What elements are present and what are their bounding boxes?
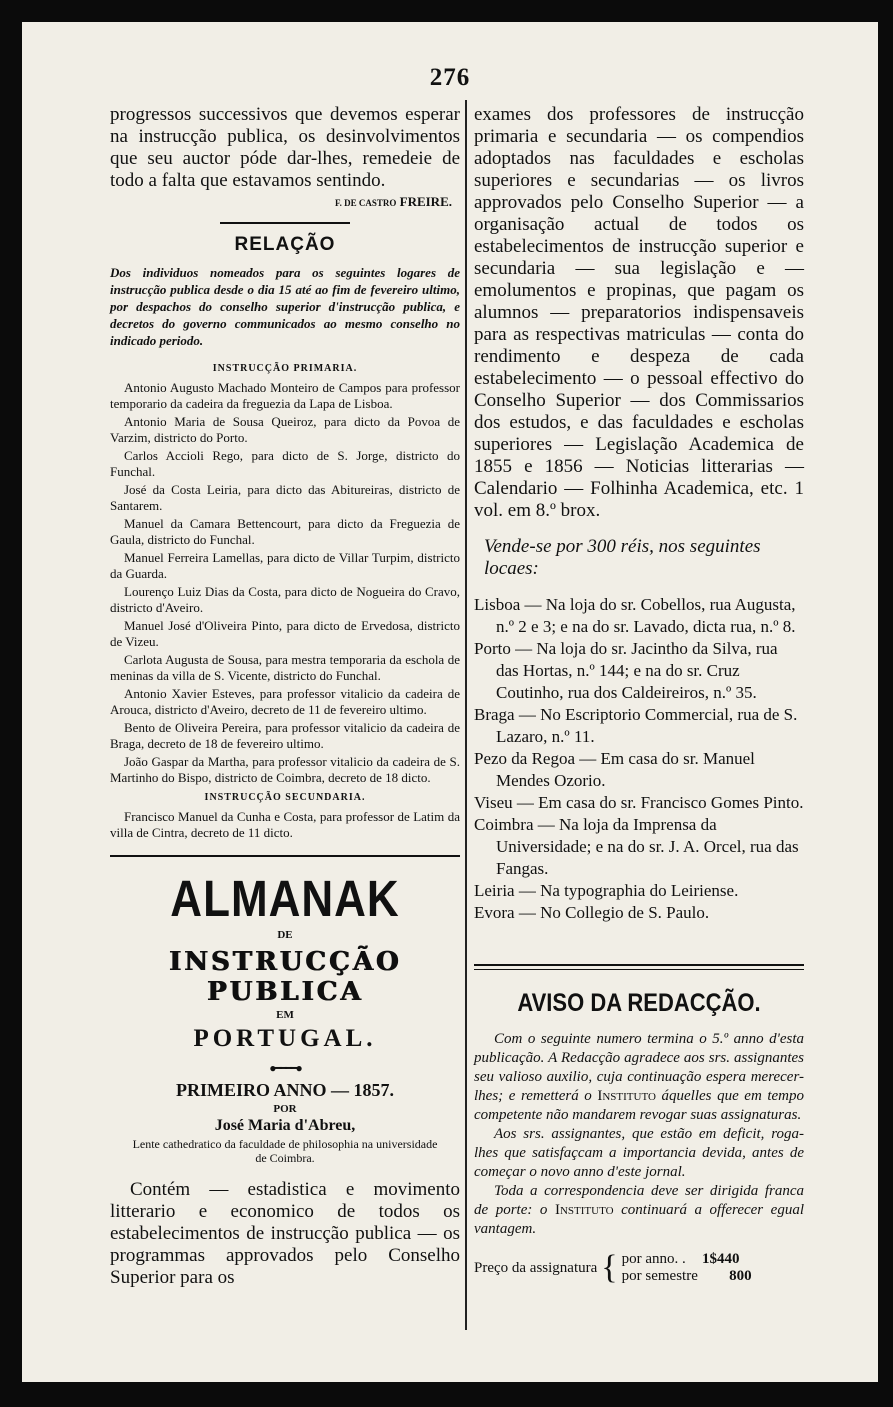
page-number: 276 (429, 64, 471, 91)
subscription-price (474, 1251, 804, 1285)
list-item: Lisboa — Na loja do sr. Cobellos, rua Augusta, n.º 2 e 3; e na do sr. Lavado, dicta rua, n.º 8. (474, 595, 796, 636)
almanak-author-title: Lente cathedratico da faculdade de philosophia na universidade de Coimbra. (132, 1137, 438, 1165)
list-item: Antonio Maria de Sousa Queiroz, para dicto da Povoa de Varzim, districto do Porto. (110, 414, 460, 445)
newspaper-page (22, 22, 878, 1382)
list-item: Coimbra — Na loja da Imprensa da Universidade; e na do sr. J. A. Orcel, rua das Fangas. (474, 815, 799, 878)
list-item: Leiria — Na typographia do Leiriense. (474, 881, 739, 900)
list-item: Evora — No Collegio de S. Paulo. (474, 903, 710, 922)
list-item: Viseu — Em casa do sr. Francisco Gomes Pinto. (474, 793, 804, 812)
list-item: Pezo da Regoa — Em casa do sr. Manuel Mendes Ozorio. (474, 749, 755, 790)
almanak-subject: INSTRUCÇÃO PUBLICA (168, 947, 402, 1007)
list-item: Antonio Augusto Machado Monteiro de Campos para professor temporario da cadeira da freguezia da Lapa de Lisboa. (110, 380, 460, 411)
ornament-rule: ●━━━━● (269, 1061, 301, 1075)
aviso-paragraph: Aos srs. assignantes, que estão em deficit, roga-lhes que satisfaçcam a importancia devida, antes de começar o novo anno d'este jornal. (474, 1126, 804, 1180)
almanak-de: DE (277, 929, 293, 941)
column-divider (465, 100, 467, 1330)
almanak-contents-continued: exames dos professores de instrucção primaria e secundaria — os compendios adoptados nas faculdades e escholas superiores e secundarias — os livros approvados pelo Conselho Superior — a organisação actual de todos os estabelecimentos de instrucção superior e secundaria — sua legislação e — emolumentos e propinas, que pagam os alumnos — preparatorios indispensaveis para as respectivas matriculas — conta do rendimento e despeza de cada estabelecimento — o pessoal effectivo do Conselho Superior — dos Commissarios dos estudos, e das faculdades e escholas superiores — Legislação Academica de 1855 e 1856 — Noticias litterarias — Calendario — Folhinha Academica, etc. 1 vol. em 8.º brox. (474, 104, 804, 521)
price-year-value: 1$440 (702, 1251, 740, 1267)
list-item: José da Costa Leiria, para dicto das Abitureiras, districto de Santarem. (110, 482, 460, 513)
list-item: Carlota Augusta de Sousa, para mestra temporaria da eschola de meninas da villa de S. Vicente, districto do Funchal. (110, 652, 460, 683)
aviso-text: Toda a correspondencia deve ser dirigida franca de porte: o (474, 1183, 804, 1218)
list-item: Antonio Xavier Esteves, para professor vitalicio da cadeira de Arouca, districto d'Aveiro, decreto de 11 de fevereiro ultimo. (110, 686, 460, 717)
almanak-author: José Maria d'Abreu, (214, 1117, 356, 1134)
left-column (110, 104, 460, 1289)
almanak-por: POR (273, 1103, 297, 1115)
list-item: Lourenço Luiz Dias da Costa, para dicto de Nogueira do Cravo, districto d'Aveiro. (110, 584, 460, 615)
list-item: Manuel José d'Oliveira Pinto, para dicto de Ervedosa, districto de Vizeu. (110, 618, 460, 649)
relacao-title: RELAÇÃO (234, 234, 336, 255)
price-semester-value: 800 (729, 1268, 752, 1284)
aviso-text: áquelles que em tempo competente não mandarem revogar suas assignaturas. (474, 1088, 805, 1123)
relacao-subtitle: Dos individuos nomeados para os seguintes logares de instrucção publica desde o dia 15 até ao fim de fevereiro ultimo, por despachos do conselho superior d'instrucção publica, e decretos do governo communicados ao mesmo conselho no indicado periodo. (110, 265, 460, 348)
instituto-name: Instituto (554, 1202, 614, 1218)
list-item: Manuel da Camara Bettencourt, para dicto da Freguezia de Gaula, districto do Funchal. (110, 516, 460, 547)
price-semester-label: por semestre (621, 1268, 698, 1284)
almanak-title: ALMANAK (170, 871, 400, 928)
section-rule (220, 222, 350, 224)
almanak-year: PRIMEIRO ANNO — 1857. (175, 1080, 394, 1100)
list-item: Braga — No Escriptorio Commercial, rua de S. Lazaro, n.º 11. (474, 705, 798, 746)
right-column (474, 104, 804, 1285)
aviso-paragraph (474, 1030, 804, 1125)
almanak-em: EM (276, 1009, 294, 1021)
almanak-contents: Contém — estadistica e movimento litterario e economico de todos os estabelecimentos de instrucção publica — os programmas approvados pelo Conselho Superior para os (110, 1179, 460, 1288)
sale-places (474, 594, 804, 924)
sale-line: Vende-se por 300 réis, nos seguintes locaes: (484, 536, 761, 579)
aviso-text: continuará a offerecer egual vantagem. (474, 1202, 805, 1237)
instituto-name: Instituto (597, 1088, 656, 1104)
aviso-paragraph (474, 1182, 804, 1239)
list-item: Porto — Na loja do sr. Jacintho da Silva, rua das Hortas, n.º 144; e na do sr. Cruz Coutinho, rua dos Caldeireiros, n.º 35. (474, 639, 778, 702)
list-item: Manuel Ferreira Lamellas, para dicto de Villar Turpim, districto da Guarda. (110, 550, 460, 581)
price-year-label: por anno. . (621, 1251, 686, 1267)
section-primaria: INSTRUCÇÃO PRIMARIA. (212, 363, 358, 374)
aviso-text: Com o seguinte numero termina o 5.º anno d'esta publicação. A Redacção agradece aos srs. assignantes seu valioso auxilio, cuja continuação espera merecer-lhes; e remetterá o (474, 1031, 804, 1104)
almanak-country: PORTUGAL. (193, 1025, 377, 1052)
list-item: João Gaspar da Martha, para professor vitalicio da cadeira de S. Martinho do Bispo, districto de Coimbra, decreto de 18 dicto. (110, 754, 460, 785)
section-rule (474, 964, 804, 970)
price-year (622, 1251, 752, 1268)
price-brace: { (601, 1249, 618, 1286)
section-rule (110, 855, 460, 857)
signature-name: FREIRE. (399, 194, 452, 209)
intro-text: progressos successivos que devemos esperar na instrucção publica, os desinvolvimentos que seu auctor póde dar-lhes, remedeie de todo a falta que estavamos sentindo. (110, 104, 460, 191)
price-semester (622, 1268, 752, 1285)
section-secundaria: INSTRUCÇÃO SECUNDARIA. (204, 792, 366, 803)
list-item: Carlos Accioli Rego, para dicto de S. Jorge, districto do Funchal. (110, 448, 460, 479)
aviso-title: AVISO DA REDACÇÃO. (517, 988, 761, 1017)
list-item: Bento de Oliveira Pereira, para professor vitalicio da cadeira de Braga, decreto de 18 de fevereiro ultimo. (110, 720, 460, 751)
list-item: Francisco Manuel da Cunha e Costa, para professor de Latim da villa de Cintra, decreto de 11 dicto. (110, 809, 460, 840)
signature-prefix: F. DE CASTRO (334, 198, 397, 208)
price-lines (622, 1251, 752, 1285)
signature (110, 194, 452, 210)
price-label: Preço da assignatura (474, 1259, 598, 1276)
